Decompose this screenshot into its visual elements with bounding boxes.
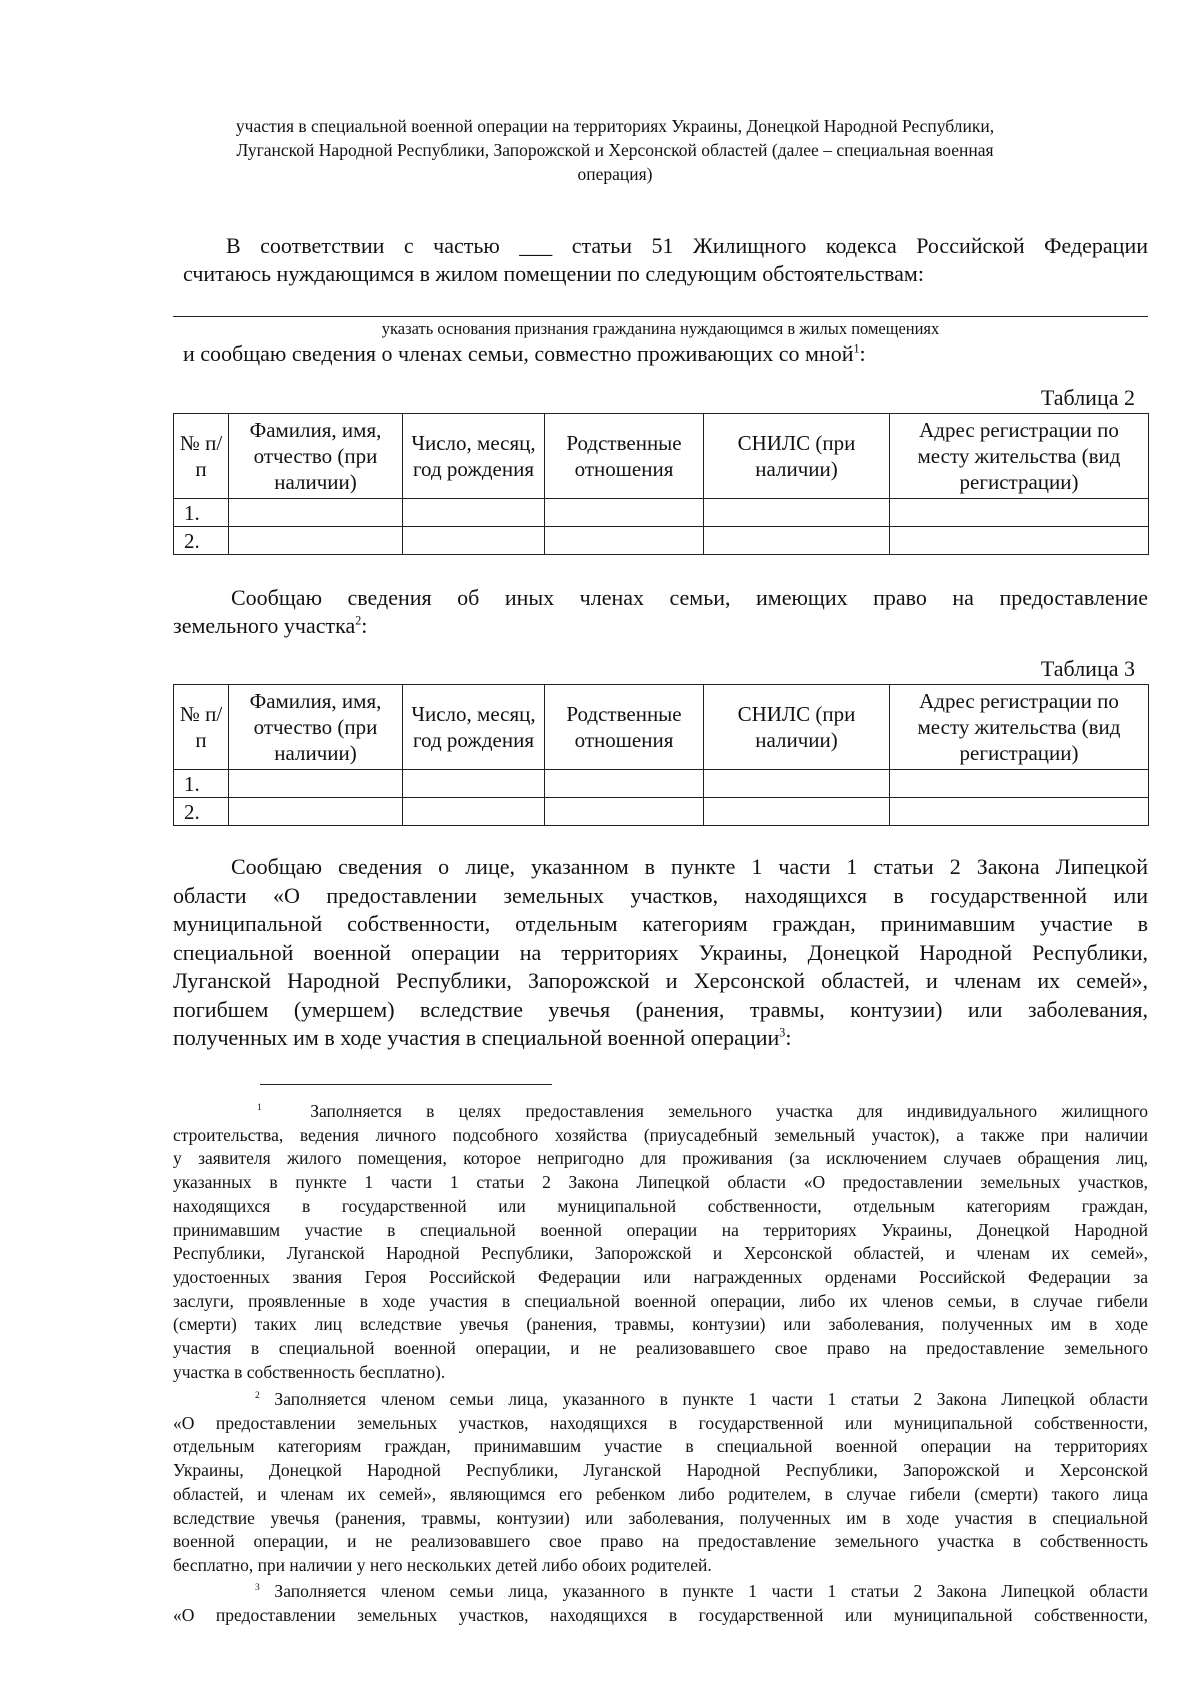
- footnote-1: [173, 1100, 1148, 1384]
- cell-address[interactable]: [890, 770, 1149, 798]
- cell-relation[interactable]: [545, 798, 704, 826]
- paragraph-line: муниципальной собственности, отдельным категориям граждан, принимавшим участие в: [173, 911, 1148, 936]
- footnote-line-text: Заполняется членом семьи лица, указанного в пункте 1 части 1 статьи 2 Закона Липецкой области: [274, 1389, 1148, 1409]
- paragraph-line: специальной военной операции на территориях Украины, Донецкой Народной Республики,: [173, 939, 1148, 965]
- footnote-mark: 1: [257, 1102, 262, 1114]
- col-number: № п/п: [174, 414, 229, 499]
- footnote-line: бесплатно, при наличии у него нескольких детей либо обоих родителей.: [173, 1554, 712, 1575]
- table3-caption: Таблица 3: [1040, 656, 1135, 681]
- cell-birth-date[interactable]: [403, 499, 545, 527]
- paragraph-line: области «О предоставлении земельных участков, находящихся в государственной или: [173, 882, 1148, 908]
- other-members-line-1: Сообщаю сведения об иных членах семьи, имеющих право на предоставление: [231, 585, 1148, 610]
- cell-snils[interactable]: [704, 527, 890, 555]
- other-members-line-2: [173, 612, 1148, 640]
- footnote-ref-3: 3: [779, 1025, 786, 1040]
- paragraph-line: погибшем (умершем) вследствие увечья (ранения, травмы, контузии) или заболевания,: [173, 996, 1148, 1022]
- table-header-row: [174, 414, 1149, 499]
- paragraph-last-line: [173, 1024, 1148, 1053]
- footnote-ref-1: 1: [853, 341, 860, 356]
- footnote-line: удостоенных звания Героя Российской Федерации или награжденных орденами Российской Федерации за: [173, 1266, 1148, 1287]
- cell-full-name[interactable]: [229, 798, 403, 826]
- footnote-separator: [260, 1084, 552, 1085]
- cell-relation[interactable]: [545, 499, 704, 527]
- footnote-line: строительства, ведения личного подсобного хозяйства (приусадебный земельный участок), а также при наличии: [173, 1124, 1148, 1145]
- other-members-end: :: [361, 613, 368, 638]
- cell-address[interactable]: [890, 798, 1149, 826]
- table-row: [174, 499, 1149, 527]
- footnote-2: [173, 1388, 1148, 1578]
- cell-birth-date[interactable]: [403, 798, 545, 826]
- footnote-3: [173, 1580, 1148, 1627]
- intro-line-1: В соответствии с частью ___ статьи 51 Жилищного кодекса Российской Федерации: [226, 233, 1148, 258]
- col-relation: Родственные отношения: [545, 414, 704, 499]
- cell-birth-date[interactable]: [403, 527, 545, 555]
- row-number: 1.: [174, 770, 229, 798]
- footnote-line: указанных в пункте 1 части 1 статьи 2 Закона Липецкой области «О предоставлении земельных участков,: [173, 1172, 1148, 1193]
- col-snils: СНИЛС (при наличии): [704, 685, 890, 770]
- table-header-row: [174, 685, 1149, 770]
- cell-address[interactable]: [890, 499, 1149, 527]
- footnote-mark: 2: [255, 1390, 260, 1402]
- footnote-mark: 3: [255, 1582, 260, 1594]
- header-line: операция): [577, 164, 653, 184]
- cell-snils[interactable]: [704, 499, 890, 527]
- family-members-table: [173, 413, 1149, 555]
- intro-line-2: считаюсь нуждающимся в жилом помещении по следующим обстоятельствам:: [183, 261, 924, 286]
- table2-caption: Таблица 2: [1040, 385, 1135, 410]
- table-row: [174, 770, 1149, 798]
- cell-snils[interactable]: [704, 798, 890, 826]
- footnote-line: заслуги, проявленные в ходе участия в специальной военной операции, либо их членов семьи, в случае гибели: [173, 1290, 1148, 1311]
- paragraph-line: полученных им в ходе участия в специальной военной операции: [173, 1025, 780, 1050]
- footnote-line: Украины, Донецкой Народной Республики, Луганской Народной Республики, Запорожской и Херсонской: [173, 1460, 1148, 1481]
- col-birth-date: Число, месяц, год рождения: [403, 414, 545, 499]
- footnote-line: «О предоставлении земельных участков, находящихся в государственной или муниципальной собственности,: [173, 1604, 1148, 1625]
- footnote-line: участия в специальной военной операции, и не реализовавшего свое право на предоставление земельного: [173, 1338, 1148, 1359]
- footnote-line: (смерти) таких лиц вследствие увечья (ранения, травмы, контузии) или заболевания, полученных им в ходе: [173, 1314, 1148, 1335]
- footnote-ref-2: 2: [355, 613, 362, 628]
- footnote-line: принимавшим участие в специальной военной операции на территориях Украины, Донецкой Народной: [173, 1219, 1148, 1240]
- row-number: 2.: [174, 527, 229, 555]
- footnote-line: [173, 1580, 1148, 1604]
- cell-full-name[interactable]: [229, 770, 403, 798]
- col-full-name: Фамилия, имя, отчество (при наличии): [229, 414, 403, 499]
- row-number: 2.: [174, 798, 229, 826]
- row-number: 1.: [174, 499, 229, 527]
- paragraph-line: Луганской Народной Республики, Запорожской и Херсонской областей, и членам их семей»,: [173, 968, 1148, 993]
- cell-relation[interactable]: [545, 527, 704, 555]
- footnote-line: участка в собственность бесплатно).: [173, 1361, 446, 1382]
- cell-full-name[interactable]: [229, 499, 403, 527]
- footnote-line: находящихся в государственной или муниципальной собственности, отдельным категориям граждан,: [173, 1195, 1148, 1216]
- col-snils: СНИЛС (при наличии): [704, 414, 890, 499]
- col-relation: Родственные отношения: [545, 685, 704, 770]
- footnote-line: «О предоставлении земельных участков, находящихся в государственной или муниципальной собственности,: [173, 1412, 1148, 1433]
- footnote-line: военной операции, и не реализовавшего свое право на предоставление земельного участка в собственность: [173, 1531, 1148, 1552]
- footnote-line: [173, 1388, 1148, 1412]
- footnote-line: [173, 1100, 1148, 1124]
- footnote-line: Республики, Луганской Народной Республики, Запорожской и Херсонской областей, и членам их семей»,: [173, 1243, 1148, 1264]
- table-row: [174, 527, 1149, 555]
- footnote-line: отдельным категориям граждан, принимавшим участие в специальной военной операции на территориях: [173, 1436, 1148, 1457]
- col-full-name: Фамилия, имя, отчество (при наличии): [229, 685, 403, 770]
- cell-snils[interactable]: [704, 770, 890, 798]
- paragraph-line: Сообщаю сведения о лице, указанном в пункте 1 части 1 статьи 2 Закона Липецкой: [231, 854, 1148, 879]
- footnote-line-text: Заполняется членом семьи лица, указанного в пункте 1 части 1 статьи 2 Закона Липецкой области: [274, 1581, 1148, 1601]
- basis-note: указать основания признания гражданина нуждающимся в жилых помещениях: [381, 319, 940, 338]
- footnote-line-text: Заполняется в целях предоставления земельного участка для индивидуального жилищного: [310, 1101, 1149, 1121]
- header-line: Луганской Народной Республики, Запорожской и Херсонской областей (далее – специальная военная: [236, 140, 994, 160]
- cell-relation[interactable]: [545, 770, 704, 798]
- family-intro-end: :: [859, 341, 866, 366]
- basis-fill-line: [173, 316, 1148, 317]
- deceased-person-paragraph: [173, 853, 1148, 1053]
- footnote-line: вследствие увечья (ранения, травмы, контузии) или заболевания, полученных им в ходе участия в специальной: [173, 1507, 1148, 1528]
- col-number: № п/п: [174, 685, 229, 770]
- cell-address[interactable]: [890, 527, 1149, 555]
- col-address: Адрес регистрации по месту жительства (вид регистрации): [890, 685, 1149, 770]
- cell-birth-date[interactable]: [403, 770, 545, 798]
- col-address: Адрес регистрации по месту жительства (вид регистрации): [890, 414, 1149, 499]
- header-continuation: [190, 114, 1040, 186]
- col-birth-date: Число, месяц, год рождения: [403, 685, 545, 770]
- family-intro-text: и сообщаю сведения о членах семьи, совместно проживающих со мной: [183, 341, 854, 366]
- header-line: участия в специальной военной операции на территориях Украины, Донецкой Народной Республики,: [235, 116, 995, 136]
- other-members-table: [173, 684, 1149, 826]
- footnote-line: областей, и членам их семей», являющимся его ребенком либо родителем, в случае гибели (смерти) такого лица: [173, 1483, 1148, 1504]
- paragraph-end: :: [785, 1025, 792, 1050]
- cell-full-name[interactable]: [229, 527, 403, 555]
- table-row: [174, 798, 1149, 826]
- footnote-line: у заявителя жилого помещения, которое непригодно для проживания (за исключением случаев обращения лиц,: [173, 1148, 1148, 1169]
- family-intro: [183, 340, 1148, 368]
- other-members-text: земельного участка: [173, 613, 356, 638]
